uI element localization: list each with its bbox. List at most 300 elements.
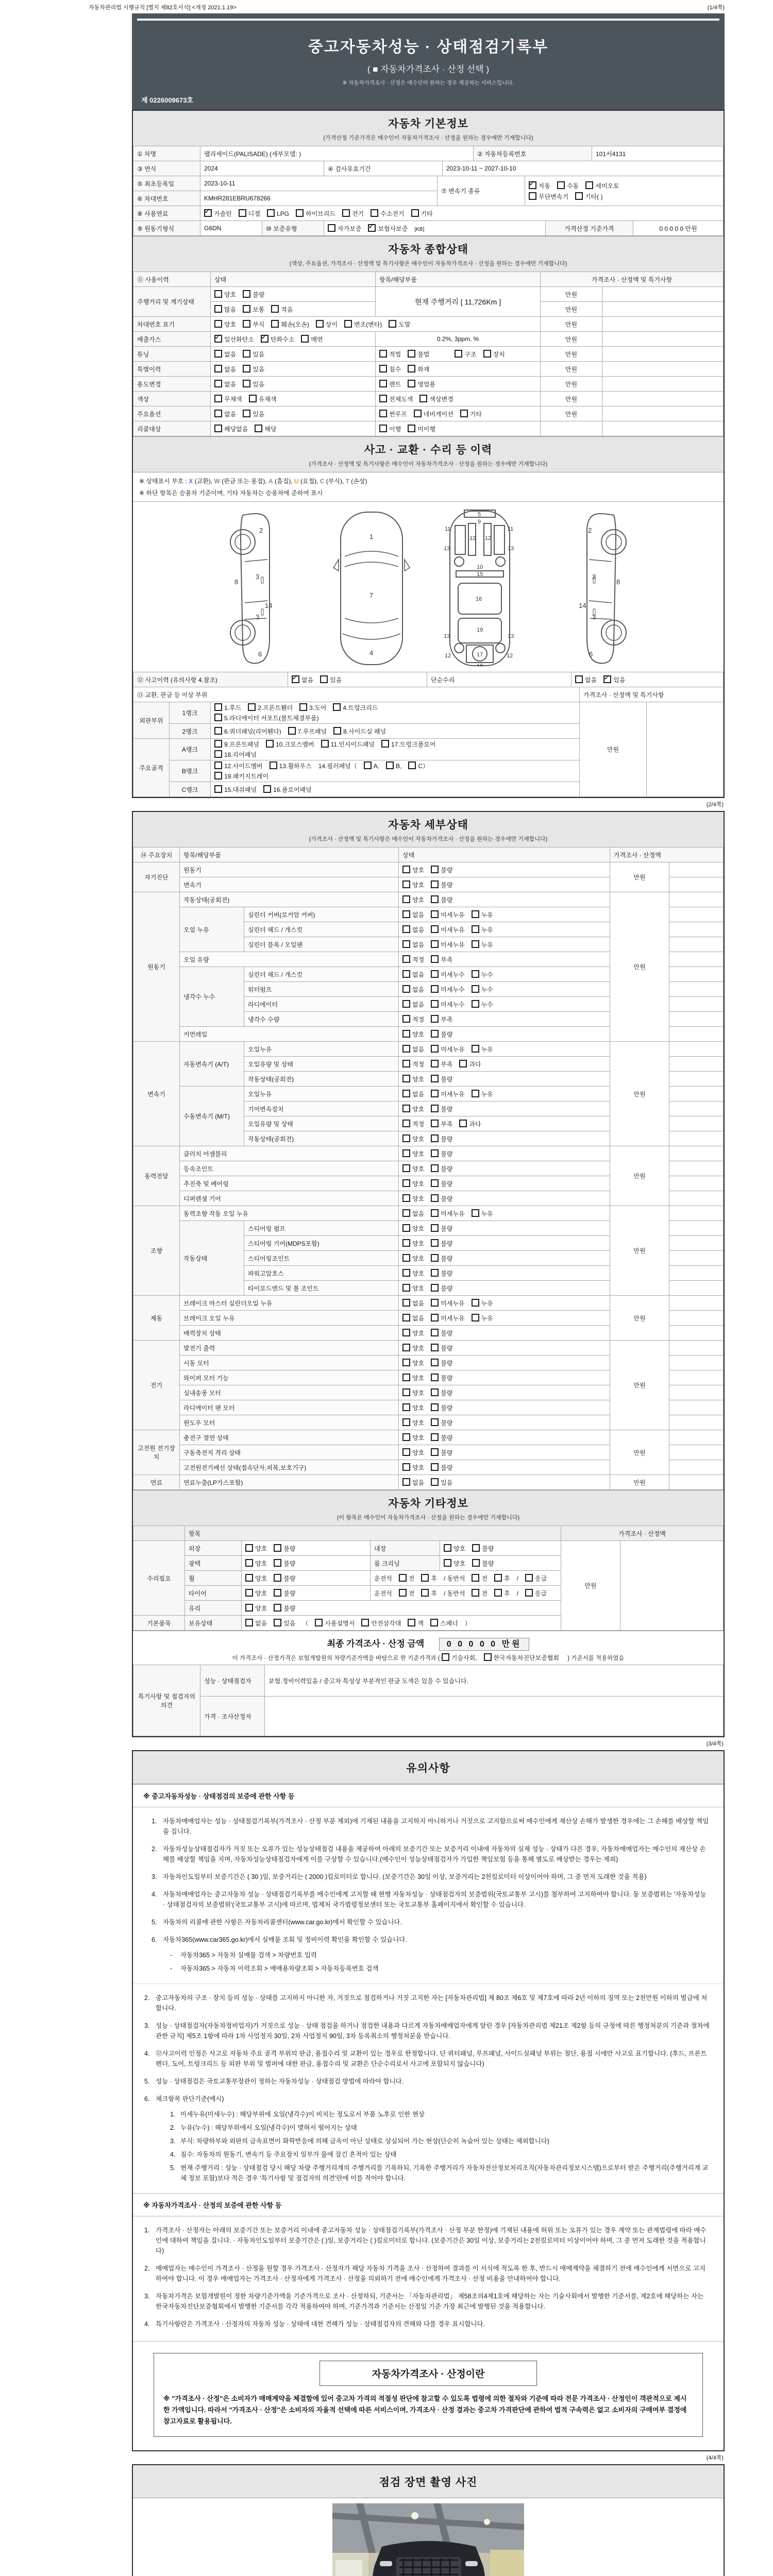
checkbox-icon[interactable] — [402, 1060, 410, 1067]
checkbox-icon[interactable] — [214, 395, 222, 402]
checkbox-불량[interactable]: 불량 — [431, 1285, 452, 1292]
checkbox-icon[interactable] — [321, 740, 329, 748]
checkbox-있음[interactable]: ✓ 있음 — [603, 676, 625, 684]
checkbox-불량[interactable]: 불량 — [431, 1345, 452, 1352]
checkbox-icon[interactable] — [402, 1269, 410, 1277]
checkbox-icon[interactable] — [431, 1105, 439, 1112]
checkbox-불량[interactable]: 불량 — [472, 1560, 494, 1567]
checkbox-없음[interactable]: 없음 — [402, 1001, 424, 1008]
checkbox-불량[interactable]: 불량 — [274, 1560, 295, 1567]
checkbox-적정[interactable]: 적정 — [402, 1016, 424, 1023]
checkbox-있음[interactable]: 있음 — [243, 411, 264, 418]
checkbox-icon[interactable] — [214, 761, 222, 769]
checkbox-양호[interactable]: 양호 — [402, 1330, 424, 1337]
checkbox-icon[interactable] — [431, 1075, 439, 1082]
checkbox-불량[interactable]: 불량 — [431, 896, 452, 904]
checkbox-양호[interactable]: 양호 — [402, 1106, 424, 1113]
checkbox-양호[interactable]: 양호 — [402, 1389, 424, 1397]
checkbox-icon[interactable] — [402, 895, 410, 903]
checkbox-icon[interactable] — [431, 1418, 439, 1426]
checkbox-없음[interactable]: 없음 — [214, 381, 236, 388]
checkbox-icon[interactable] — [603, 675, 611, 683]
checkbox-없음[interactable]: 없음 — [402, 926, 424, 934]
checkbox-icon[interactable] — [525, 1589, 533, 1597]
checkbox-양호[interactable]: 양호 — [214, 321, 236, 328]
checkbox-icon[interactable] — [402, 1314, 410, 1321]
checkbox-icon[interactable] — [379, 380, 387, 387]
checkbox-icon[interactable] — [455, 350, 462, 358]
checkbox-2.프론트휀더[interactable]: 2.프론트휀더 — [248, 704, 293, 711]
checkbox-무채색[interactable]: 무채색 — [214, 396, 242, 403]
checkbox-icon[interactable] — [402, 880, 410, 888]
checkbox-많음[interactable]: 많음 — [214, 306, 236, 313]
checkbox-icon[interactable] — [389, 320, 396, 328]
checkbox-전기[interactable]: 전기 — [342, 210, 364, 217]
checkbox-icon[interactable] — [472, 940, 479, 948]
checkbox-icon[interactable] — [402, 1120, 410, 1127]
checkbox-적정[interactable]: 적정 — [402, 1061, 424, 1068]
checkbox-적음[interactable]: 적음 — [271, 306, 293, 313]
checkbox-icon[interactable] — [444, 1544, 451, 1552]
checkbox-icon[interactable] — [328, 224, 335, 232]
checkbox-icon[interactable] — [364, 761, 372, 769]
checkbox-침수[interactable]: 침수 — [379, 366, 401, 373]
checkbox-적정[interactable]: 적정 — [402, 956, 424, 963]
checkbox-icon[interactable] — [266, 740, 274, 748]
checkbox-icon[interactable] — [431, 1448, 439, 1456]
checkbox-icon[interactable] — [271, 305, 279, 313]
checkbox-icon[interactable] — [316, 320, 324, 328]
checkbox-불량[interactable]: 불량 — [431, 1419, 452, 1427]
checkbox-icon[interactable] — [483, 350, 491, 358]
checkbox-전[interactable]: 전 — [472, 1575, 488, 1582]
checkbox-있음[interactable]: 있음 — [431, 1479, 452, 1486]
checkbox-영업용[interactable]: 영업용 — [408, 381, 435, 388]
checkbox-icon[interactable] — [472, 1299, 479, 1307]
checkbox-icon[interactable] — [214, 425, 222, 432]
checkbox-icon[interactable] — [243, 365, 250, 372]
checkbox-icon[interactable] — [402, 1090, 410, 1097]
checkbox-icon[interactable] — [379, 425, 387, 432]
checkbox-장치[interactable]: 장치 — [483, 351, 505, 358]
checkbox-없음[interactable]: 없음 — [402, 971, 424, 978]
checkbox-C）[interactable]: C） — [408, 762, 429, 770]
checkbox-있음[interactable]: 있음 — [320, 676, 342, 684]
checkbox-icon[interactable] — [402, 1329, 410, 1336]
checkbox-icon[interactable] — [214, 335, 222, 343]
checkbox-icon[interactable] — [214, 772, 222, 779]
checkbox-icon[interactable] — [431, 1060, 439, 1067]
checkbox-일산화탄소[interactable]: ✓ 일산화탄소 — [214, 336, 254, 343]
checkbox-icon[interactable] — [320, 675, 328, 683]
checkbox-icon[interactable] — [245, 1559, 253, 1567]
checkbox-icon[interactable] — [529, 192, 536, 200]
checkbox-3.도어[interactable]: 3.도어 — [299, 704, 326, 711]
checkbox-icon[interactable] — [431, 866, 439, 873]
checkbox-icon[interactable] — [419, 395, 427, 402]
checkbox-미세누수[interactable]: 미세누수 — [431, 986, 464, 993]
checkbox-icon[interactable] — [214, 305, 222, 313]
checkbox-icon[interactable] — [472, 1090, 479, 1097]
checkbox-없음[interactable]: 없음 — [575, 676, 597, 684]
checkbox-렌트[interactable]: 렌트 — [379, 381, 401, 388]
checkbox-매연[interactable]: 매연 — [301, 336, 323, 343]
checkbox-icon[interactable] — [243, 305, 250, 313]
checkbox-icon[interactable] — [431, 985, 439, 993]
checkbox-양호[interactable]: 양호 — [402, 1434, 424, 1442]
checkbox-icon[interactable] — [402, 1299, 410, 1307]
checkbox-후[interactable]: 후 — [421, 1590, 437, 1597]
checkbox-양호[interactable]: 양호 — [402, 1345, 424, 1352]
checkbox-양호[interactable]: 양호 — [402, 882, 424, 889]
checkbox-icon[interactable] — [402, 1045, 410, 1053]
checkbox-기타[interactable]: 기타 — [460, 411, 482, 418]
checkbox-탄화수소[interactable]: ✓ 탄화수소 — [261, 336, 294, 343]
checkbox-과다[interactable]: 과다 — [459, 1061, 481, 1068]
checkbox-양호[interactable]: 양호 — [402, 1031, 424, 1038]
checkbox-세미오토[interactable]: 세미오토 — [585, 182, 619, 190]
checkbox-icon[interactable] — [431, 1015, 439, 1023]
checkbox-icon[interactable] — [261, 335, 268, 343]
checkbox-icon[interactable] — [214, 410, 222, 417]
checkbox-icon[interactable] — [214, 380, 222, 387]
checkbox-과다[interactable]: 과다 — [459, 1121, 481, 1128]
checkbox-icon[interactable] — [270, 761, 277, 769]
checkbox-누유[interactable]: 누유 — [472, 926, 493, 934]
checkbox-양호[interactable]: 양호 — [402, 1419, 424, 1427]
checkbox-4.트렁크리드[interactable]: 4.트렁크리드 — [333, 704, 378, 711]
checkbox-icon[interactable] — [274, 1619, 281, 1626]
checkbox-색상변경[interactable]: 색상변경 — [419, 396, 453, 403]
checkbox-양호[interactable]: 양호 — [245, 1590, 267, 1597]
checkbox-icon[interactable] — [431, 970, 439, 978]
checkbox-없음[interactable]: 없음 — [402, 1315, 424, 1322]
checkbox-1.후드[interactable]: 1.후드 — [214, 704, 241, 711]
checkbox-icon[interactable] — [214, 365, 222, 372]
checkbox-누유[interactable]: 누유 — [472, 1091, 493, 1098]
checkbox-icon[interactable] — [243, 320, 250, 328]
checkbox-스패너[interactable]: 스패너 — [430, 1620, 458, 1627]
checkbox-icon[interactable] — [431, 910, 439, 918]
checkbox-부족[interactable]: 부족 — [431, 1121, 452, 1128]
checkbox-불량[interactable]: 불량 — [431, 1240, 452, 1247]
checkbox-icon[interactable] — [494, 1574, 502, 1582]
checkbox-icon[interactable] — [431, 1194, 439, 1202]
checkbox-icon[interactable] — [431, 1239, 439, 1247]
checkbox-양호[interactable]: 양호 — [402, 1136, 424, 1143]
checkbox-누수[interactable]: 누수 — [472, 971, 493, 978]
checkbox-icon[interactable] — [431, 925, 439, 933]
checkbox-icon[interactable] — [431, 1284, 439, 1292]
checkbox-썬루프[interactable]: 썬루프 — [379, 411, 407, 418]
checkbox-icon[interactable] — [402, 1194, 410, 1202]
checkbox-icon[interactable] — [267, 209, 275, 217]
checkbox-icon[interactable] — [411, 209, 419, 217]
checkbox-icon[interactable] — [431, 1388, 439, 1396]
checkbox-icon[interactable] — [245, 1619, 253, 1626]
checkbox-icon[interactable] — [402, 985, 410, 993]
checkbox-양호[interactable]: 양호 — [402, 1240, 424, 1247]
checkbox-icon[interactable] — [296, 209, 304, 217]
checkbox-icon[interactable] — [239, 209, 246, 217]
checkbox-불법[interactable]: 불법 — [408, 351, 429, 358]
checkbox-icon[interactable] — [431, 1030, 439, 1038]
checkbox-11.인사이드패널[interactable]: 11.인사이드패널 — [321, 741, 375, 748]
checkbox-전[interactable]: 전 — [399, 1590, 415, 1597]
checkbox-누유[interactable]: 누유 — [472, 1315, 493, 1322]
checkbox-불량[interactable]: 불량 — [274, 1605, 295, 1612]
checkbox-icon[interactable] — [472, 1544, 480, 1552]
checkbox-수소전기[interactable]: 수소전기 — [371, 210, 404, 217]
checkbox-자동[interactable]: ✓자동 — [529, 182, 550, 190]
checkbox-양호[interactable]: 양호 — [402, 1360, 424, 1367]
checkbox-미세누유[interactable]: 미세누유 — [431, 1091, 464, 1098]
checkbox-icon[interactable] — [214, 740, 222, 748]
checkbox-불량[interactable]: 불량 — [431, 1031, 452, 1038]
checkbox-icon[interactable] — [292, 675, 299, 683]
checkbox-불량[interactable]: 불량 — [243, 291, 264, 298]
checkbox-불량[interactable]: 불량 — [431, 1360, 452, 1367]
checkbox-icon[interactable] — [472, 1559, 480, 1567]
checkbox-없음[interactable]: 없음 — [245, 1620, 267, 1627]
checkbox-불량[interactable]: 불량 — [431, 867, 452, 874]
checkbox-icon[interactable] — [402, 1463, 410, 1471]
checkbox-6.쿼더패널(리어휀다)[interactable]: 6.쿼더패널(리어휀다) — [214, 728, 281, 735]
checkbox-누유[interactable]: 누유 — [472, 941, 493, 948]
checkbox-수동[interactable]: 수동 — [557, 182, 579, 190]
checkbox-한국자동차진단보증협회[interactable]: 한국자동차진단보증협회 — [484, 1654, 560, 1662]
checkbox-양호[interactable]: 양호 — [402, 1180, 424, 1188]
checkbox-icon[interactable] — [402, 1359, 410, 1366]
checkbox-없음[interactable]: 없음 — [402, 1091, 424, 1098]
checkbox-후[interactable]: 후 — [421, 1575, 437, 1582]
checkbox-icon[interactable] — [204, 209, 212, 217]
checkbox-icon[interactable] — [402, 1284, 410, 1292]
checkbox-후[interactable]: 후 — [494, 1590, 510, 1597]
checkbox-18.리어패널[interactable]: 18.리어패널 — [214, 751, 257, 758]
checkbox-icon[interactable] — [379, 410, 387, 417]
checkbox-불량[interactable]: 불량 — [431, 1255, 452, 1262]
checkbox-icon[interactable] — [333, 703, 341, 711]
checkbox-icon[interactable] — [402, 1179, 410, 1187]
checkbox-양호[interactable]: 양호 — [245, 1575, 267, 1582]
checkbox-icon[interactable] — [431, 1045, 439, 1053]
checkbox-icon[interactable] — [408, 425, 415, 432]
checkbox-응급[interactable]: 응급 — [525, 1590, 547, 1597]
checkbox-적법[interactable]: 적법 — [379, 351, 401, 358]
checkbox-icon[interactable] — [245, 1604, 253, 1612]
checkbox-icon[interactable] — [402, 1403, 410, 1411]
checkbox-부족[interactable]: 부족 — [431, 1061, 452, 1068]
checkbox-양호[interactable]: 양호 — [444, 1560, 465, 1567]
checkbox-icon[interactable] — [431, 1478, 439, 1486]
checkbox-icon[interactable] — [494, 1589, 502, 1597]
checkbox-없음[interactable]: 없음 — [214, 411, 236, 418]
checkbox-보통[interactable]: 보통 — [243, 306, 264, 313]
checkbox-누수[interactable]: 누수 — [472, 1001, 493, 1008]
checkbox-icon[interactable] — [431, 955, 439, 963]
checkbox-icon[interactable] — [402, 910, 410, 918]
checkbox-icon[interactable] — [484, 1653, 492, 1661]
checkbox-변조(변타)[interactable]: 변조(변타) — [344, 321, 382, 328]
checkbox-불량[interactable]: 불량 — [431, 1464, 452, 1471]
checkbox-15.대쉬패널[interactable]: 15.대쉬패널 — [214, 786, 257, 793]
checkbox-없음[interactable]: 없음 — [402, 1300, 424, 1307]
checkbox-있음[interactable]: 있음 — [274, 1620, 295, 1627]
checkbox-icon[interactable] — [402, 1134, 410, 1142]
checkbox-icon[interactable] — [431, 940, 439, 948]
checkbox-icon[interactable] — [402, 1075, 410, 1082]
checkbox-icon[interactable] — [301, 335, 309, 343]
checkbox-B,[interactable]: B, — [386, 762, 401, 770]
checkbox-icon[interactable] — [245, 1544, 253, 1552]
checkbox-icon[interactable] — [459, 1060, 467, 1067]
checkbox-양호[interactable]: 양호 — [245, 1560, 267, 1567]
checkbox-보험사보증[interactable]: ✓ 보험사보증 — [368, 225, 408, 232]
checkbox-icon[interactable] — [408, 365, 415, 372]
checkbox-icon[interactable] — [402, 1164, 410, 1172]
checkbox-안전삼각대[interactable]: 안전삼각대 — [361, 1620, 401, 1627]
checkbox-icon[interactable] — [529, 181, 536, 189]
checkbox-양호[interactable]: 양호 — [402, 1150, 424, 1158]
checkbox-icon[interactable] — [274, 1604, 281, 1612]
checkbox-양호[interactable]: 양호 — [245, 1605, 267, 1612]
checkbox-icon[interactable] — [431, 1314, 439, 1321]
checkbox-icon[interactable] — [243, 350, 250, 358]
checkbox-양호[interactable]: 양호 — [402, 1375, 424, 1382]
checkbox-icon[interactable] — [402, 1388, 410, 1396]
checkbox-icon[interactable] — [399, 1574, 407, 1582]
checkbox-icon[interactable] — [431, 1433, 439, 1441]
checkbox-네비게이션[interactable]: 네비게이션 — [414, 411, 453, 418]
checkbox-미이행[interactable]: 미이행 — [408, 426, 435, 433]
checkbox-미세누수[interactable]: 미세누수 — [431, 971, 464, 978]
checkbox-icon[interactable] — [333, 727, 341, 735]
checkbox-icon[interactable] — [402, 1149, 410, 1157]
checkbox-icon[interactable] — [214, 727, 222, 735]
checkbox-19.패키지트레이[interactable]: 19.패키지트레이 — [214, 773, 268, 780]
checkbox-불량[interactable]: 불량 — [431, 1225, 452, 1232]
checkbox-icon[interactable] — [472, 1000, 479, 1008]
checkbox-7.루프패널[interactable]: 7.루프패널 — [288, 728, 327, 735]
checkbox-구조[interactable]: 구조 — [455, 351, 476, 358]
checkbox-icon[interactable] — [214, 350, 222, 358]
checkbox-불량[interactable]: 불량 — [431, 1434, 452, 1442]
checkbox-8.사이드실 패널[interactable]: 8.사이드실 패널 — [333, 728, 386, 735]
checkbox-icon[interactable] — [431, 1090, 439, 1097]
checkbox-해당없음[interactable]: 해당없음 — [214, 426, 248, 433]
checkbox-누유[interactable]: 누유 — [472, 1210, 493, 1217]
checkbox-불량[interactable]: 불량 — [431, 1195, 452, 1202]
checkbox-icon[interactable] — [431, 1120, 439, 1127]
checkbox-icon[interactable] — [315, 1619, 323, 1626]
checkbox-불량[interactable]: 불량 — [431, 1180, 452, 1188]
checkbox-기타[interactable]: 기타 — [411, 210, 433, 217]
checkbox-icon[interactable] — [431, 1329, 439, 1336]
checkbox-icon[interactable] — [361, 1619, 369, 1626]
checkbox-icon[interactable] — [472, 1589, 479, 1597]
checkbox-없음[interactable]: 없음 — [402, 941, 424, 948]
checkbox-미세누수[interactable]: 미세누수 — [431, 1001, 464, 1008]
checkbox-후[interactable]: 후 — [494, 1575, 510, 1582]
checkbox-부식[interactable]: 부식 — [243, 321, 264, 328]
checkbox-icon[interactable] — [243, 410, 250, 417]
checkbox-icon[interactable] — [472, 1314, 479, 1321]
checkbox-없음[interactable]: 없음 — [402, 911, 424, 919]
checkbox-icon[interactable] — [431, 1463, 439, 1471]
checkbox-icon[interactable] — [431, 1179, 439, 1187]
checkbox-icon[interactable] — [421, 1574, 429, 1582]
checkbox-적정[interactable]: 적정 — [402, 1121, 424, 1128]
checkbox-icon[interactable] — [245, 1589, 253, 1597]
checkbox-누유[interactable]: 누유 — [472, 1300, 493, 1307]
checkbox-icon[interactable] — [288, 727, 296, 735]
checkbox-전[interactable]: 전 — [399, 1575, 415, 1582]
checkbox-불량[interactable]: 불량 — [274, 1590, 295, 1597]
checkbox-icon[interactable] — [402, 1224, 410, 1232]
checkbox-icon[interactable] — [274, 1589, 281, 1597]
checkbox-icon[interactable] — [344, 320, 352, 328]
checkbox-양호[interactable]: 양호 — [402, 1285, 424, 1292]
checkbox-icon[interactable] — [371, 209, 378, 217]
checkbox-불량[interactable]: 불량 — [431, 1330, 452, 1337]
checkbox-icon[interactable] — [402, 940, 410, 948]
checkbox-icon[interactable] — [243, 380, 250, 387]
checkbox-icon[interactable] — [249, 395, 257, 402]
checkbox-하이브리드[interactable]: 하이브리드 — [296, 210, 335, 217]
checkbox-양호[interactable]: 양호 — [402, 867, 424, 874]
checkbox-양호[interactable]: 양호 — [402, 1404, 424, 1412]
checkbox-없음[interactable]: 없음 — [214, 351, 236, 358]
checkbox-누수[interactable]: 누수 — [472, 986, 493, 993]
checkbox-icon[interactable] — [342, 209, 350, 217]
checkbox-icon[interactable] — [431, 1403, 439, 1411]
checkbox-icon[interactable] — [263, 785, 271, 793]
checkbox-icon[interactable] — [214, 290, 222, 298]
checkbox-icon[interactable] — [379, 365, 387, 372]
checkbox-양호[interactable]: 양호 — [402, 1464, 424, 1471]
checkbox-A,[interactable]: A, — [364, 762, 379, 770]
checkbox-icon[interactable] — [472, 1045, 479, 1053]
checkbox-양호[interactable]: 양호 — [245, 1545, 267, 1552]
checkbox-미세누유[interactable]: 미세누유 — [431, 1315, 464, 1322]
checkbox-12.사이드멤버[interactable]: 12.사이드멤버 — [214, 762, 263, 770]
checkbox-없음[interactable]: 없음 — [214, 366, 236, 373]
checkbox-icon[interactable] — [575, 675, 583, 683]
checkbox-icon[interactable] — [402, 1418, 410, 1426]
checkbox-icon[interactable] — [402, 1344, 410, 1351]
checkbox-미세누유[interactable]: 미세누유 — [431, 926, 464, 934]
checkbox-icon[interactable] — [431, 1269, 439, 1277]
checkbox-응급[interactable]: 응급 — [525, 1575, 547, 1582]
checkbox-icon[interactable] — [431, 880, 439, 888]
checkbox-양호[interactable]: 양호 — [402, 1270, 424, 1277]
checkbox-없음[interactable]: 없음 — [402, 1210, 424, 1217]
checkbox-icon[interactable] — [402, 1478, 410, 1486]
checkbox-사용설명서[interactable]: 사용설명서 — [315, 1620, 355, 1627]
checkbox-icon[interactable] — [472, 925, 479, 933]
checkbox-불량[interactable]: 불량 — [472, 1545, 494, 1552]
checkbox-icon[interactable] — [402, 1374, 410, 1381]
checkbox-미세누유[interactable]: 미세누유 — [431, 1046, 464, 1053]
checkbox-LPG[interactable]: LPG — [267, 210, 289, 217]
checkbox-icon[interactable] — [472, 985, 479, 993]
checkbox-불량[interactable]: 불량 — [431, 1136, 452, 1143]
checkbox-불량[interactable]: 불량 — [431, 1150, 452, 1158]
checkbox-누유[interactable]: 누유 — [472, 1046, 493, 1053]
checkbox-양호[interactable]: 양호 — [402, 1255, 424, 1262]
checkbox-icon[interactable] — [271, 320, 279, 328]
